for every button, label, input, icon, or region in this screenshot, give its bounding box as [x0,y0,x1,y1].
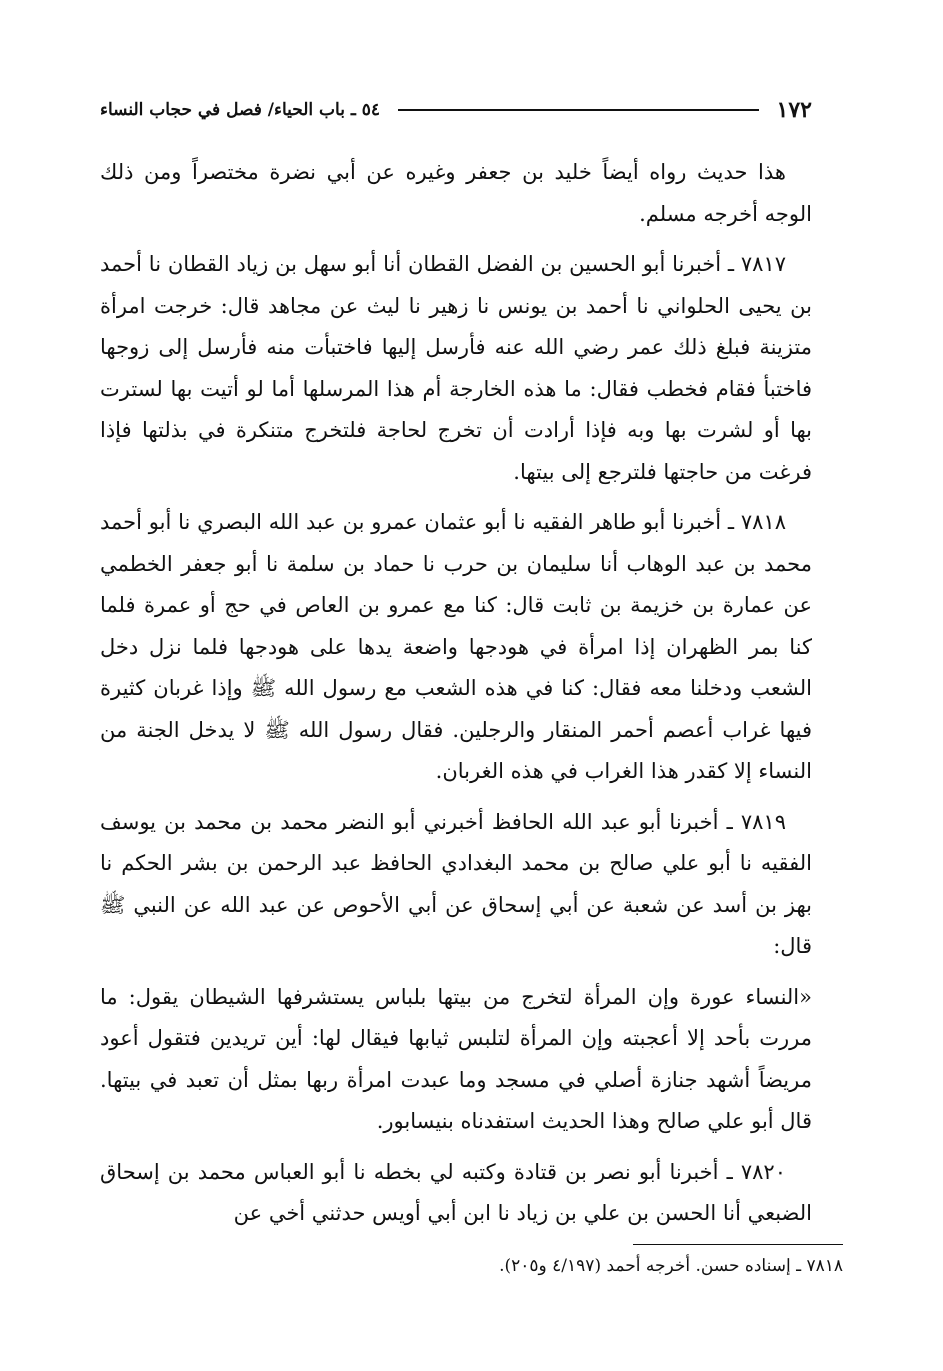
page-header [100,92,812,128]
paragraph-hadith-7819: ٧٨١٩ ـ أخبرنا أبو عبد الله الحافظ أخبرني أبو النضر محمد بن محمد بن يوسف الفقيه نا أبو علي صالح بن محمد البغدادي الحافظ عبد الرحمن بن بشر الحكم نا بهز بن أسد عن شعبة عن أبي إسحاق عن أبي الأحوص عن عبد الله عن النبي ﷺ قال: [100,809,812,958]
paragraph-hadith-7819-text: «النساء عورة وإن المرأة لتخرج من بيتها بلباس يستشرفها الشيطان يقول: ما مررت بأحد إلا أعجبته وإن المرأة لتلبس ثيابها فيقال لها: أين تريدين فتقول أعود مريضاً أشهد جنازة أصلي في مسجد وما عبدت امرأة ربها بمثل أن تعبد في بيتها. قال أبو علي صالح وهذا الحديث استفدناه بنيسابور. [100,984,812,1133]
book-page [100,92,812,1244]
running-title: ٥٤ ـ باب الحياء/ فصل في حجاب النساء [100,100,381,120]
page-number: ١٧٢ [776,97,812,123]
paragraph-hadith-7817: ٧٨١٧ ـ أخبرنا أبو الحسين بن الفضل القطان أنا أبو سهل بن زياد القطان نا أحمد بن يحيى الحلواني نا أحمد بن يونس نا زهير نا ليث عن مجاهد قال: خرجت امرأة متزينة فبلغ ذلك عمر رضي الله عنه فأرسل إليها فاختبأت منه فأرسل إلى زوجها فاختبأ فقام فخطب فقال: ما هذه الخارجة أم هذا المرسلها أما لو أتيت بها لسترت بها أو لشرت بها وبه فإذا أرادت أن تخرج لحاجة فلتخرج متنكرة في بذلتها فإذا فرغت من حاجتها فلترجع إلى بيتها. [100,252,812,484]
header-rule [398,109,758,111]
paragraph-hadith-7820: ٧٨٢٠ ـ أخبرنا أبو نصر بن قتادة وكتبه لي بخطه نا أبو العباس محمد بن إسحاق الضبعي أنا الحسن بن علي بن زياد نا ابن أبي أويس حدثني أخي عن [100,1159,812,1225]
paragraph-intro: هذا حديث رواه أيضاً خليد بن جعفر وغيره عن أبي نضرة مختصراً ومن ذلك الوجه أخرجه مسلم. [100,160,812,226]
footnote: ٧٨١٨ ـ إسناده حسن. أخرجه أحمد (٤/١٩٧ و٢٠٥). [499,1256,843,1276]
paragraph-hadith-7818: ٧٨١٨ ـ أخبرنا أبو طاهر الفقيه نا أبو عثمان عمرو بن عبد الله البصري نا أبو أحمد محمد بن عبد الوهاب أنا سليمان بن حرب نا حماد بن سلمة نا أبو جعفر الخطمي عن عمارة بن خزيمة بن ثابت قال: كنا مع عمرو بن العاص في حج أو عمرة فلما كنا بمر الظهران إذا امرأة في هودجها واضعة يدها على هودجها فلما نزل دخل الشعب ودخلنا معه فقال: كنا في هذه الشعب مع رسول الله ﷺ وإذا غربان كثيرة فيها غراب أعصم أحمر المنقار والرجلين. فقال رسول الله ﷺ لا يدخل الجنة من النساء إلا كقدر هذا الغراب في هذه الغربان. [100,510,812,783]
footnote-rule [633,1244,843,1245]
body-text [100,152,812,1235]
